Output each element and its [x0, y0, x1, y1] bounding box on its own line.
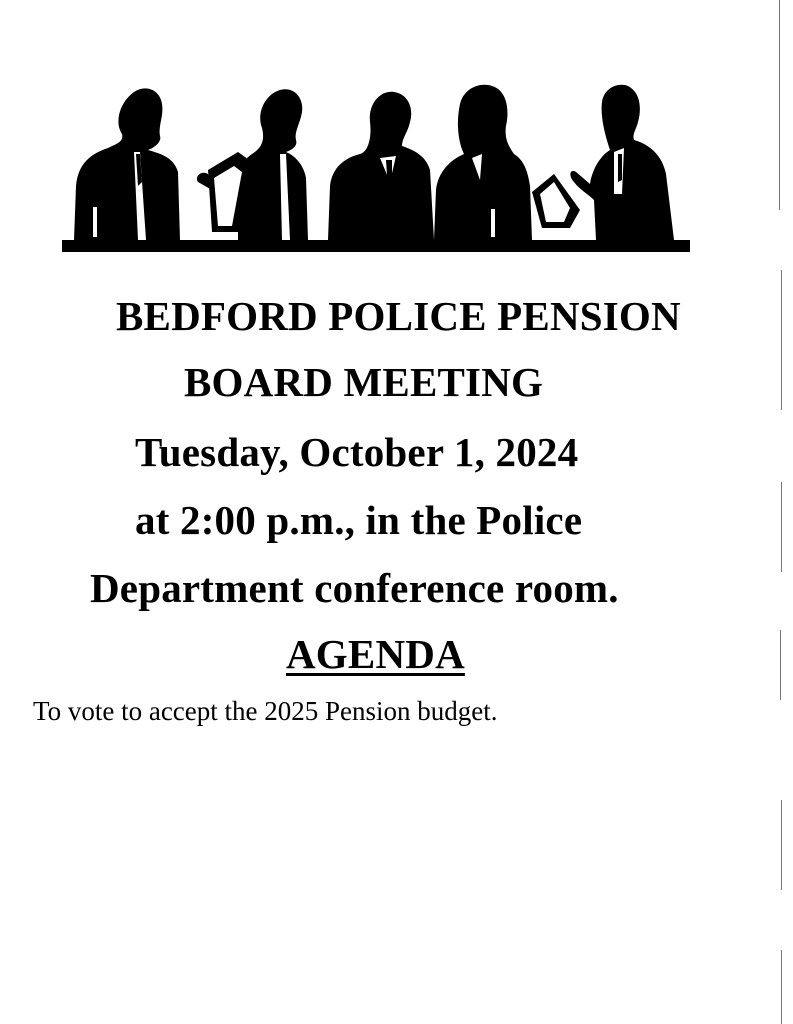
- meeting-location: Department conference room.: [90, 565, 619, 611]
- meeting-time: at 2:00 p.m., in the Police: [135, 497, 583, 543]
- scan-edge-line: [779, 0, 780, 210]
- scan-edge-line: [781, 270, 782, 410]
- scan-edge-line: [781, 800, 782, 890]
- scan-edge-line: [780, 630, 781, 700]
- scan-edge-line: [781, 482, 782, 572]
- agenda-item: To vote to accept the 2025 Pension budget.: [33, 696, 498, 726]
- meeting-date: Tuesday, October 1, 2024: [135, 429, 579, 475]
- business-meeting-silhouette-icon: [62, 82, 692, 254]
- title-line-1: BEDFORD POLICE PENSION: [116, 293, 681, 339]
- agenda-heading: AGENDA: [286, 631, 465, 677]
- scan-edge-line: [781, 950, 782, 1024]
- title-line-2: BOARD MEETING: [184, 359, 544, 405]
